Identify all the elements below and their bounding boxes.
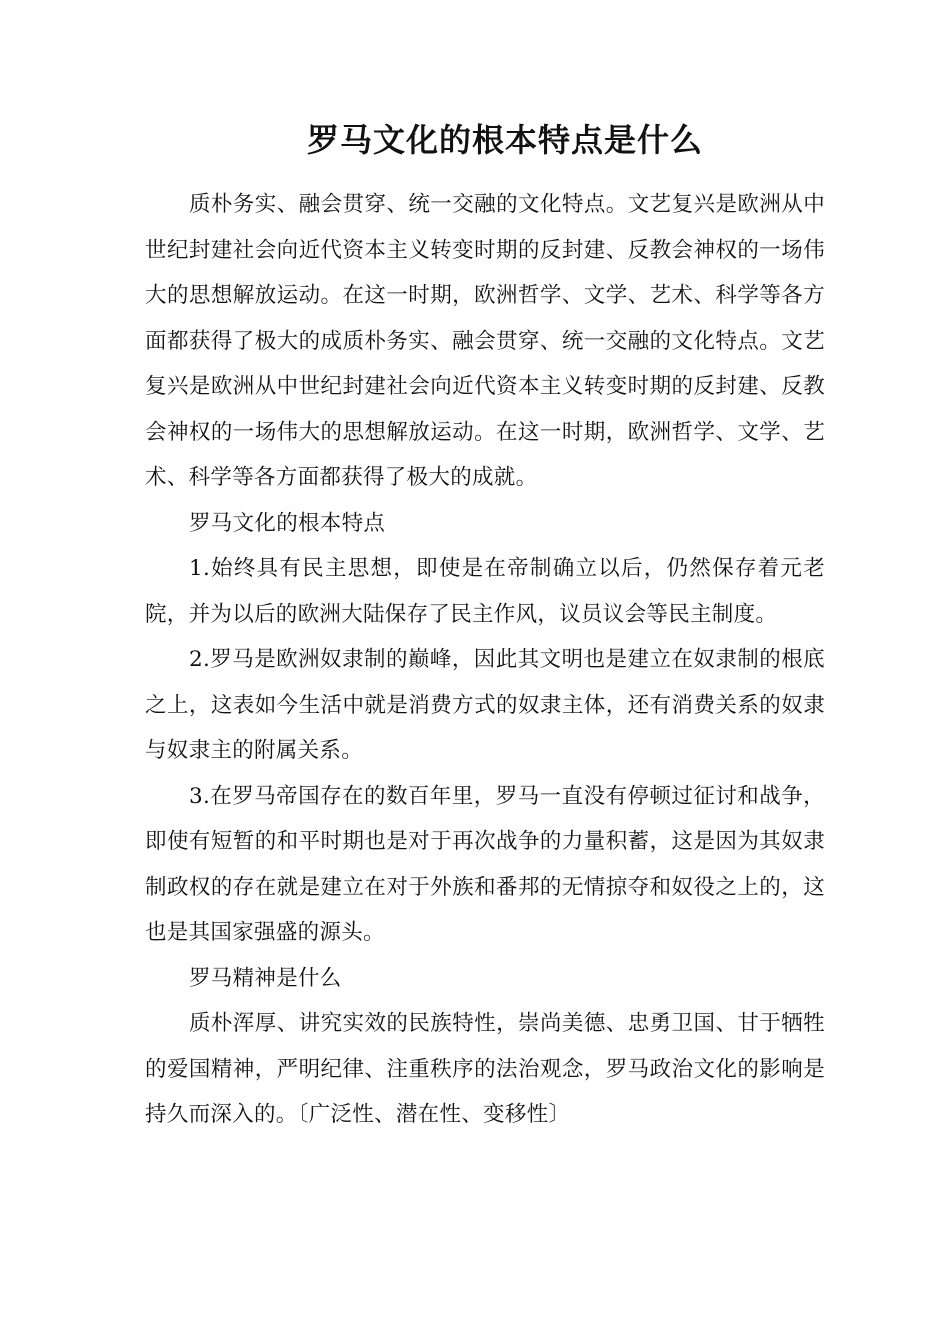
section-heading-features: 罗马文化的根本特点 — [189, 510, 386, 536]
feature-item-1: 1.始终具有民主思想，即使是在帝制确立以后，仍然保存着元老院，并为以后的欧洲大陆保存了民主作风，议员议会等民主制度。 — [145, 556, 825, 627]
document-body — [145, 182, 825, 1138]
spirit-paragraph: 质朴浑厚、讲究实效的民族特性，崇尚美德、忠勇卫国、甘于牺牲的爱国精神，严明纪律、注重秩序的法治观念，罗马政治文化的影响是持久而深入的。〔广泛性、潜在性、变移性〕 — [145, 1011, 825, 1127]
feature-item-3: 3.在罗马帝国存在的数百年里，罗马一直没有停顿过征讨和战争，即使有短暂的和平时期也是对于再次战争的力量积蓄，这是因为其奴隶制政权的存在就是建立在对于外族和番邦的无情掠夺和奴役之上的，这也是其国家强盛的源头。 — [145, 783, 825, 945]
section-heading-spirit: 罗马精神是什么 — [189, 965, 342, 991]
feature-item-2: 2.罗马是欧洲奴隶制的巅峰，因此其文明也是建立在奴隶制的根底之上，这表如今生活中就是消费方式的奴隶主体，还有消费关系的奴隶与奴隶主的附属关系。 — [145, 647, 825, 763]
intro-paragraph: 质朴务实、融会贯穿、统一交融的文化特点。文艺复兴是欧洲从中世纪封建社会向近代资本主义转变时期的反封建、反教会神权的一场伟大的思想解放运动。在这一时期，欧洲哲学、文学、艺术、科学等各方面都获得了极大的成质朴务实、融会贯穿、统一交融的文化特点。文艺复兴是欧洲从中世纪封建社会向近代资本主义转变时期的反封建、反教会神权的一场伟大的思想解放运动。在这一时期，欧洲哲学、文学、艺术、科学等各方面都获得了极大的成就。 — [145, 192, 825, 490]
document-title: 罗马文化的根本特点是什么 — [306, 121, 703, 159]
